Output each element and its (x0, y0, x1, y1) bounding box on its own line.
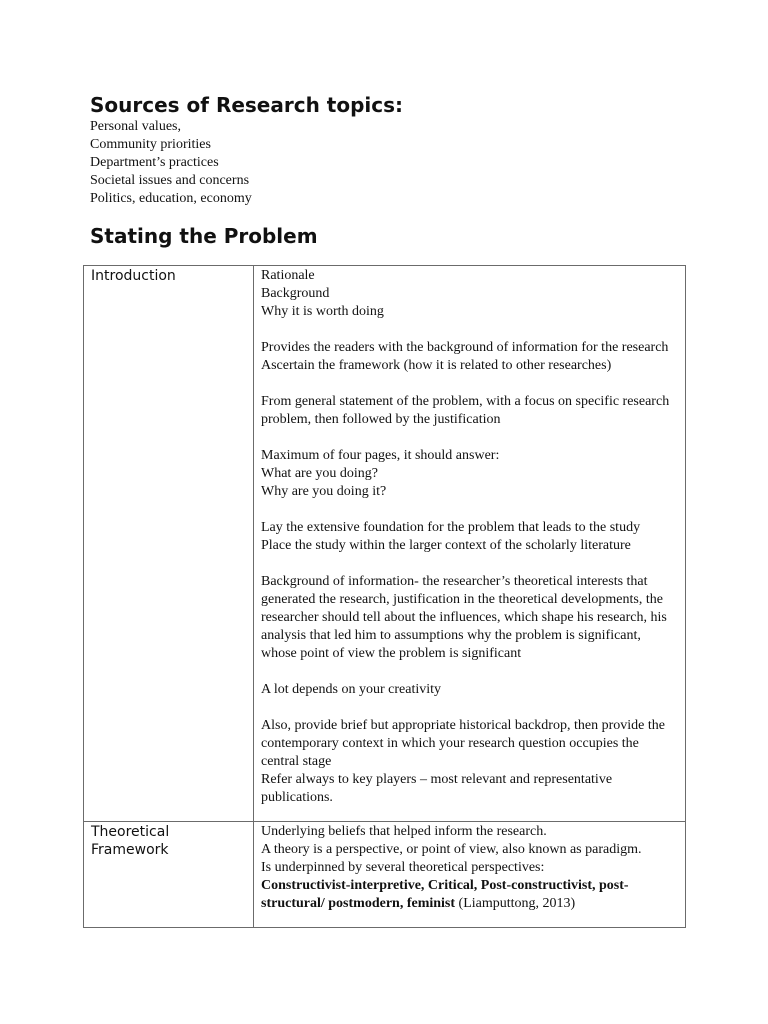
list-item: Department’s practices (90, 155, 219, 170)
text-line: Background (261, 286, 330, 301)
list-item: Community priorities (90, 137, 211, 152)
table-row (84, 266, 686, 822)
intro-paragraph-3 (261, 393, 680, 429)
introduction-label: Introduction (91, 268, 176, 284)
problem-table (83, 265, 686, 928)
list-item: Societal issues and concerns (90, 173, 250, 188)
text-line: What are you doing? (261, 466, 379, 481)
text-line: Provides the readers with the background of information for the research (261, 340, 669, 355)
perspectives-bold-text: Constructivist-interpretive, Critical, Post-constructivist, post-structural/ postmodern, feminist (261, 878, 629, 911)
text-line: Why it is worth doing (261, 304, 384, 319)
table-row (84, 822, 686, 928)
intro-paragraph-2 (261, 339, 680, 375)
intro-paragraph-8 (261, 717, 680, 807)
intro-paragraph-6 (261, 573, 680, 663)
text-line: Place the study within the larger context of the scholarly literature (261, 538, 631, 553)
intro-paragraph-5 (261, 519, 680, 555)
theoretical-label (84, 822, 253, 859)
intro-paragraph-4 (261, 447, 680, 501)
list-item: Politics, education, economy (90, 191, 252, 206)
text-line: Maximum of four pages, it should answer: (261, 448, 500, 463)
text-line: A lot depends on your creativity (261, 682, 442, 697)
sources-heading: Sources of Research topics: (90, 93, 404, 117)
text-line (261, 877, 680, 913)
text-line: Refer always to key players – most relevant and representative publications. (261, 772, 613, 805)
text-line: Lay the extensive foundation for the problem that leads to the study (261, 520, 641, 535)
text-line: Underlying beliefs that helped inform the research. (261, 824, 547, 839)
theoretical-label-cell (84, 822, 254, 928)
text-line: From general statement of the problem, with a focus on specific research problem, then followed by the justification (261, 394, 670, 427)
citation-text: (Liamputtong, 2013) (455, 896, 576, 911)
text-line: A theory is a perspective, or point of view, also known as paradigm. (261, 842, 642, 857)
introduction-content (254, 266, 686, 822)
text-line: Why are you doing it? (261, 484, 387, 499)
intro-paragraph-7 (261, 681, 680, 699)
introduction-label-cell (84, 266, 254, 822)
theoretical-label-line: Theoretical (91, 824, 170, 840)
text-line: Also, provide brief but appropriate historical backdrop, then provide the contemporary context in which your research question occupies the central stage (261, 718, 665, 769)
text-line: Rationale (261, 268, 315, 283)
text-line: Ascertain the framework (how it is related to other researches) (261, 358, 612, 373)
theoretical-paragraph (261, 823, 680, 913)
list-item: Personal values, (90, 119, 181, 134)
sources-list (90, 118, 252, 208)
text-line: Is underpinned by several theoretical perspectives: (261, 860, 545, 875)
problem-heading: Stating the Problem (90, 224, 318, 248)
text-line: Background of information- the researcher’s theoretical interests that generated the research, justification in the theoretical developments, the researcher should tell about the influences, which shape his research, his analysis that led him to assumptions why the problem is significant, whose point of view the problem is significant (261, 574, 667, 661)
theoretical-content (254, 822, 686, 928)
theoretical-label-line: Framework (91, 842, 169, 858)
intro-paragraph-1 (261, 267, 680, 321)
